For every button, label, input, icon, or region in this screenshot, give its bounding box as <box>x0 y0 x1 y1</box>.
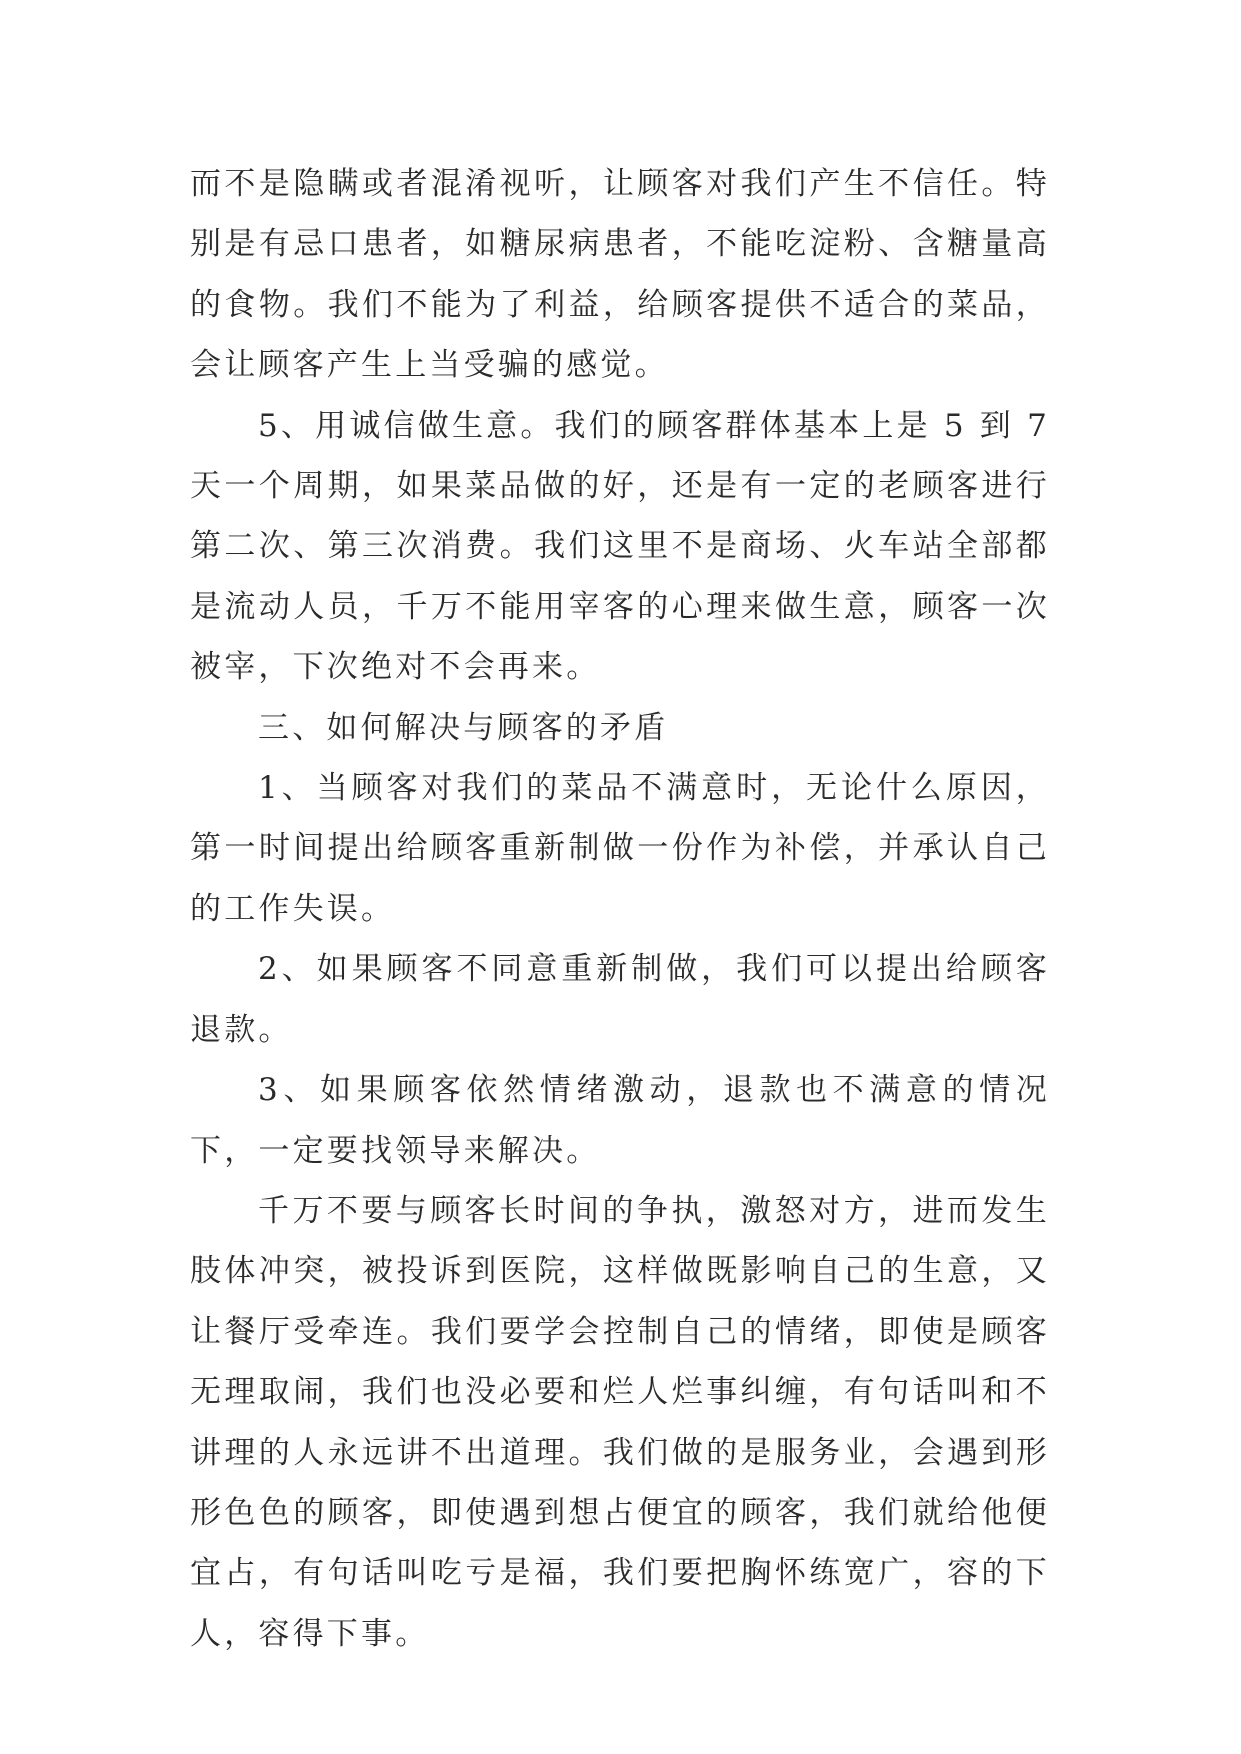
paragraph-continuation: 而不是隐瞒或者混淆视听，让顾客对我们产生不信任。特别是有忌口患者，如糖尿病患者，不能吃淀粉、含糖量高的食物。我们不能为了利益，给顾客提供不适合的菜品，会让顾客产生上当受骗的感觉。 <box>190 166 1050 384</box>
document-body <box>190 154 1050 1664</box>
paragraph-point-5: 5、用诚信做生意。我们的顾客群体基本上是 5 到 7 天一个周期，如果菜品做的好，还是有一定的老顾客进行第二次、第三次消费。我们这里不是商场、火车站全部都是流动人员，千万不能用宰客的心理来做生意，顾客一次被宰，下次绝对不会再来。 <box>190 407 1050 686</box>
paragraph-point-1: 1、当顾客对我们的菜品不满意时，无论什么原因，第一时间提出给顾客重新制做一份作为补偿，并承认自己的工作失误。 <box>190 770 1050 927</box>
paragraph-point-3: 3、如果顾客依然情绪激动，退款也不满意的情况下，一定要找领导来解决。 <box>190 1072 1050 1169</box>
paragraph-conclusion: 千万不要与顾客长时间的争执，激怒对方，进而发生肢体冲突，被投诉到医院，这样做既影响自己的生意，又让餐厅受牵连。我们要学会控制自己的情绪，即使是顾客无理取闹，我们也没必要和烂人烂事纠缠，有句话叫和不讲理的人永远讲不出道理。我们做的是服务业，会遇到形形色色的顾客，即使遇到想占便宜的顾客，我们就给他便宜占，有句话叫吃亏是福，我们要把胸怀练宽广，容的下人，容得下事。 <box>190 1192 1050 1652</box>
paragraph-point-2: 2、如果顾客不同意重新制做，我们可以提出给顾客退款。 <box>190 951 1050 1048</box>
section-heading-3: 三、如何解决与顾客的矛盾 <box>258 709 669 746</box>
